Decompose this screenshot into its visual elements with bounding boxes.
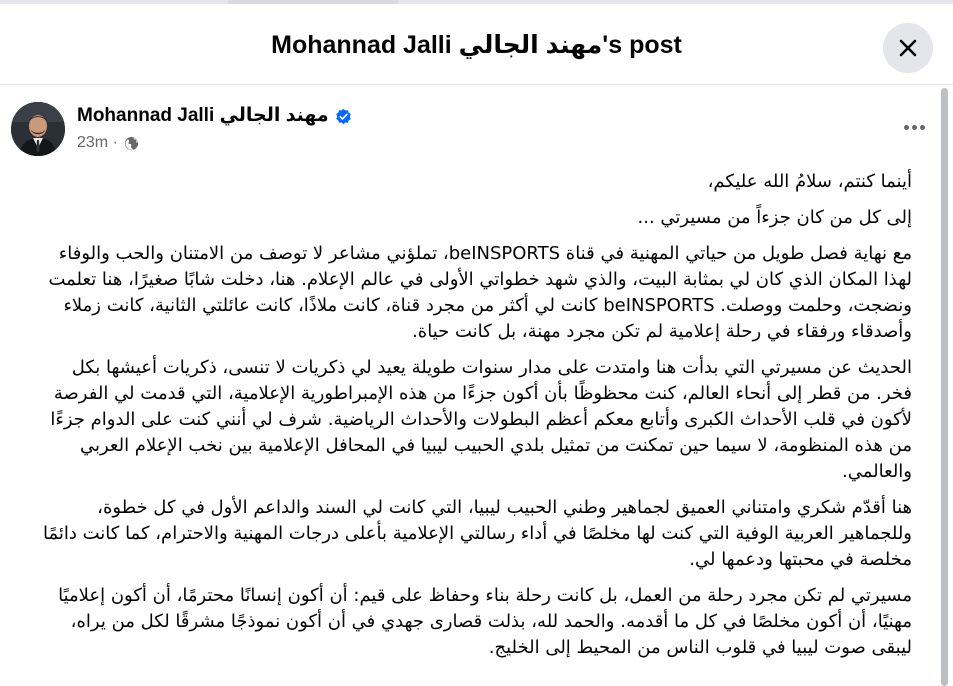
more-options-button[interactable] [894,111,934,143]
post-paragraph: إلى كل من كان جزءاً من مسيرتي ... [637,207,912,228]
post-paragraph: مع نهاية فصل طويل من حياتي المهنية في قناة beINSPORTS، تملؤني مشاعر لا توصف من الامتنان والحب والوفاء لهذا المكان الذي كان لي بمثابة البيت، والذي شهد خطواتي الأولى في عالم الإعلام. هنا، دخلت شابًا صغيرًا، هنا تعلمت ونضجت، وحلمت ووصلت. beINSPORTS كانت لي أكثر من مجرد قناة، كانت ملاذًا، كانت عائلتي الثانية، كانت زملاء وأصدقاء ورفقاء في رحلة إعلامية لم تكن مجرد مهنة، بل كانت حياة. [48,243,912,342]
close-button[interactable] [883,23,933,73]
globe-icon[interactable] [124,136,139,151]
scrollbar[interactable] [940,88,949,686]
author-profile-photo [11,102,65,156]
page-title: Mohannad Jalli مهند الجالي's post [271,31,682,59]
scrollbar-thumb[interactable] [941,88,948,686]
post-paragraph: هنا أقدّم شكري وامتناني العميق لجماهير وطني الحبيب ليبيا، التي كانت لي السند والداعم الأول في كل خطوة، وللجماهير العربية الوفية التي كنت لها مخلصًا في أداء رسالتي الإعلامية بأعلى درجات المهنية والاحترام، كما كانت دائمًا مخلصة في محبتها ودعمها لي. [42,497,912,570]
author-row [77,104,352,130]
avatar[interactable] [11,102,65,156]
more-options-icon [904,125,909,130]
post-meta [77,133,139,153]
post-timestamp[interactable]: 23m [77,134,109,151]
verified-badge-icon [335,108,352,125]
dialog-header [0,4,953,85]
author-name[interactable]: Mohannad Jalli مهند الجالي [77,105,329,126]
more-options-icon-dot [912,125,917,130]
meta-separator: · [112,134,118,151]
post-body [40,169,912,671]
close-icon [896,36,920,60]
post-paragraph: أينما كنتم، سلامُ الله عليكم، [707,171,912,192]
post-paragraph: مسيرتي لم تكن مجرد رحلة من العمل، بل كانت رحلة بناء وحفاظ على قيم: أن أكون إنسانًا محترمًا، أن أكون إعلاميًا مهنيًا، أن أكون مخلصًا في كل ما أقدمه. والحمد لله، بذلت قصارى جهدي في أن أكون نموذجًا مشرقًا لكل من يراه، ليبقى صوت ليبيا في قلوب الناس من المحيط إلى الخليج. [58,585,912,658]
more-options-icon-dot [920,125,925,130]
post-scroll-area[interactable] [0,85,953,686]
post-paragraph: الحديث عن مسيرتي التي بدأت هنا وامتدت على مدار سنوات طويلة يعيد لي ذكريات لا تنسى، ذكريات أعيشها بكل فخر. من قطر إلى أنحاء العالم، كنت محظوظًا بأن أكون جزءًا من هذه الإمبراطورية الإعلامية، التي قدمت لي الفرصة لأكون في قلب الأحداث الكبرى وأتابع معكم أعظم البطولات والأحداث الرياضية. شرف لي أنني كنت على الدوام جزءًا من هذه المنظومة، لا سيما حين تمكنت من تمثيل بلدي الحبيب ليبيا في المحافل الإعلامية بين نخب الإعلام العربي والعالمي. [50,357,912,482]
